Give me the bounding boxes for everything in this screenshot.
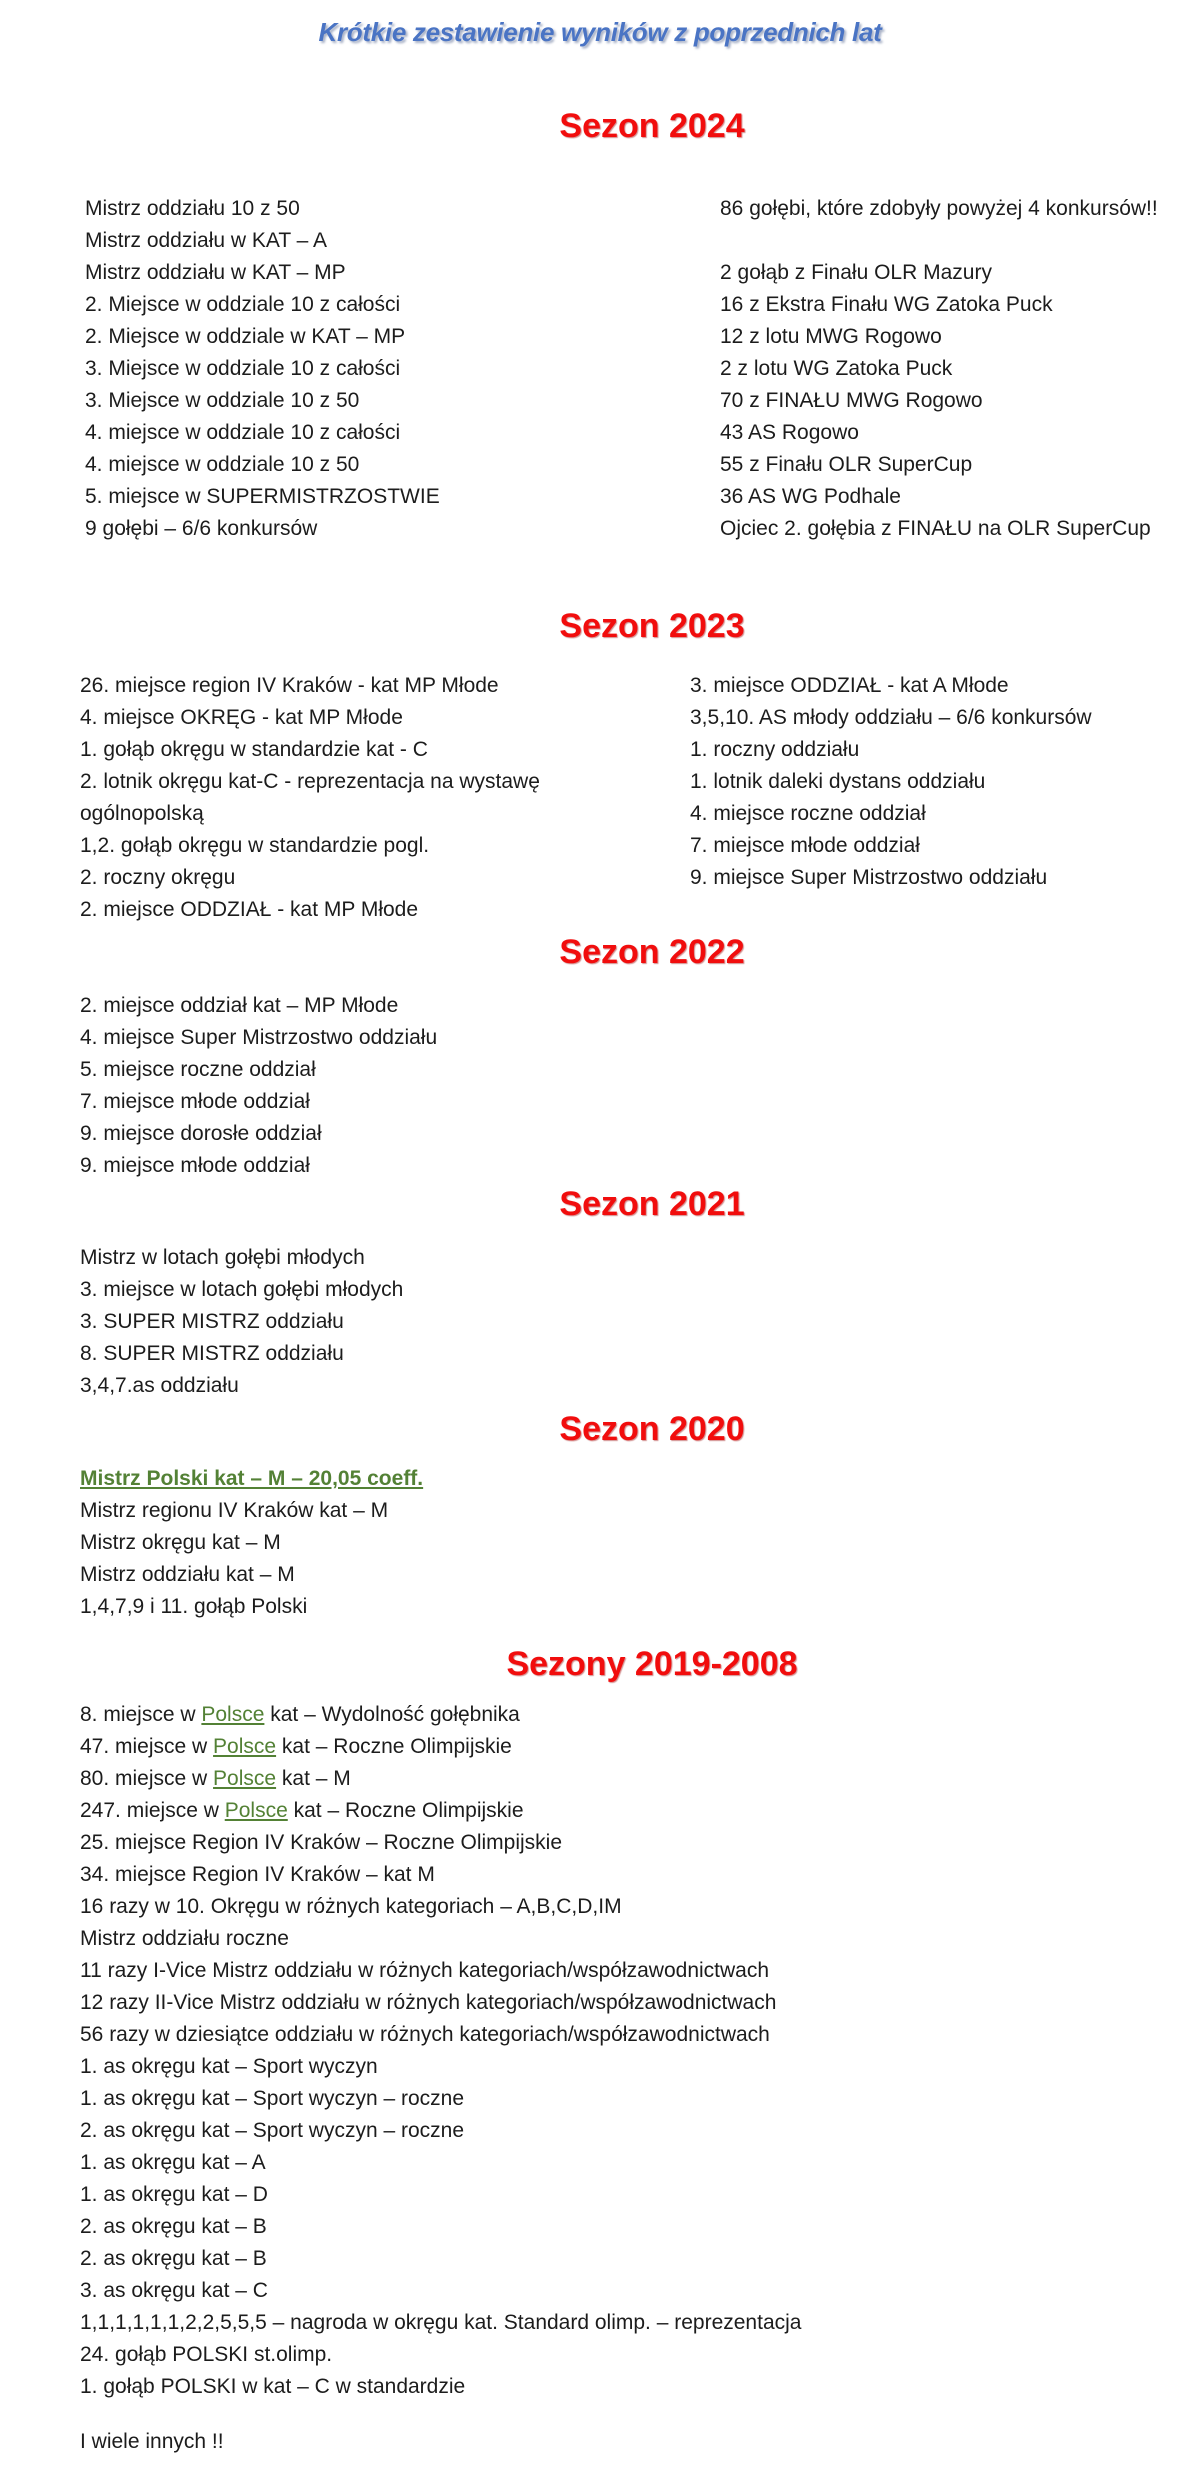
result-line: 2. Miejsce w oddziale 10 z całości [85, 293, 401, 316]
result-line: 2. lotnik okręgu kat-C - reprezentacja na wystawę [80, 770, 540, 793]
result-line [80, 1795, 801, 1827]
result-line: Mistrz regionu IV Kraków kat – M [80, 1499, 389, 1522]
result-line: 4. miejsce Super Mistrzostwo oddziału [80, 1026, 438, 1049]
result-line: 1,1,1,1,1,1,2,2,5,5,5 – nagroda w okręgu kat. Standard olimp. – reprezentacja [80, 2311, 802, 2334]
result-line: ogólnopolską [80, 802, 204, 825]
result-line: 3,5,10. AS młody oddziału – 6/6 konkursów [690, 706, 1092, 729]
result-line: 9 gołębi – 6/6 konkursów [85, 517, 318, 540]
result-line: 16 z Ekstra Finału WG Zatoka Puck [720, 293, 1053, 316]
result-line: 3. SUPER MISTRZ oddziału [80, 1310, 344, 1333]
result-line: 16 razy w 10. Okręgu w różnych kategoriach – A,B,C,D,IM [80, 1895, 622, 1918]
heading-sezon-2020: Sezon 2020 [559, 1410, 745, 1448]
result-line: 3,4,7.as oddziału [80, 1374, 239, 1397]
footer-note: I wiele innych !! [80, 2430, 224, 2453]
list-2023-left [80, 670, 540, 926]
result-line: 4. miejsce roczne oddział [690, 802, 926, 825]
polsce-link[interactable]: Polsce [213, 1767, 277, 1790]
list-2021 [80, 1242, 403, 1402]
result-line: 9. miejsce Super Mistrzostwo oddziału [690, 866, 1048, 889]
result-line: 2. as okręgu kat – B [80, 2215, 267, 2238]
result-line [80, 1763, 801, 1795]
list-2024-left [85, 193, 440, 545]
result-line: Mistrz oddziału kat – M [80, 1563, 295, 1586]
result-line: 1,2. gołąb okręgu w standardzie pogl. [80, 834, 430, 857]
polsce-link[interactable]: Polsce [224, 1799, 288, 1822]
heading-sezon-2021: Sezon 2021 [559, 1185, 745, 1223]
result-line: 1. gołąb okręgu w standardzie kat - C [80, 738, 428, 761]
result-line: 1. as okręgu kat – D [80, 2183, 268, 2206]
list-2023-right [690, 670, 1092, 894]
result-line: 2. miejsce ODDZIAŁ - kat MP Młode [80, 898, 419, 921]
result-line: 1,4,7,9 i 11. gołąb Polski [80, 1595, 308, 1618]
line-text: kat – M [276, 1767, 351, 1790]
result-line: 2 z lotu WG Zatoka Puck [720, 357, 953, 380]
mistrz-polski-highlight: Mistrz Polski kat – M – 20,05 coeff. [80, 1467, 424, 1490]
result-line: Mistrz w lotach gołębi młodych [80, 1246, 365, 1269]
result-line: 2. as okręgu kat – B [80, 2247, 267, 2270]
list-2019-2008 [80, 1699, 801, 2403]
heading-sezon-2024: Sezon 2024 [559, 107, 745, 145]
result-line: 1. roczny oddziału [690, 738, 860, 761]
list-2020 [80, 1463, 423, 1623]
result-line: 25. miejsce Region IV Kraków – Roczne Olimpijskie [80, 1831, 563, 1854]
result-line: 8. SUPER MISTRZ oddziału [80, 1342, 344, 1365]
result-line: 1. as okręgu kat – A [80, 2151, 266, 2174]
result-line: 1. as okręgu kat – Sport wyczyn – roczne [80, 2087, 465, 2110]
heading-sezony-2019-2008: Sezony 2019-2008 [506, 1645, 798, 1683]
result-line: Mistrz oddziału w KAT – MP [85, 261, 346, 284]
result-line: 5. miejsce roczne oddział [80, 1058, 316, 1081]
result-line: 2. miejsce oddział kat – MP Młode [80, 994, 399, 1017]
result-line: Mistrz oddziału w KAT – A [85, 229, 327, 252]
result-line: 12 razy II-Vice Mistrz oddziału w różnych kategoriach/współzawodnictwach [80, 1991, 777, 2014]
result-line: Mistrz okręgu kat – M [80, 1531, 281, 1554]
result-line: 70 z FINAŁU MWG Rogowo [720, 389, 983, 412]
result-line: 11 razy I-Vice Mistrz oddziału w różnych kategoriach/współzawodnictwach [80, 1959, 770, 1982]
result-line: 9. miejsce młode oddział [80, 1154, 310, 1177]
result-line: 9. miejsce dorosłe oddział [80, 1122, 322, 1145]
page-title: Krótkie zestawienie wyników z poprzednich lat [318, 17, 882, 47]
result-line: Ojciec 2. gołębia z FINAŁU na OLR SuperCup [720, 517, 1151, 540]
list-2024-right [720, 193, 1158, 545]
result-line: 5. miejsce w SUPERMISTRZOSTWIE [85, 485, 440, 508]
result-line: 34. miejsce Region IV Kraków – kat M [80, 1863, 435, 1886]
result-line: 1. gołąb POLSKI w kat – C w standardzie [80, 2375, 466, 2398]
result-line: 43 AS Rogowo [720, 421, 859, 444]
result-line: 3. miejsce w lotach gołębi młodych [80, 1278, 404, 1301]
result-line: 1. lotnik daleki dystans oddziału [690, 770, 986, 793]
result-line: 12 z lotu MWG Rogowo [720, 325, 942, 348]
line-text: 80. miejsce w [80, 1767, 214, 1790]
result-line [80, 1731, 801, 1763]
result-line: 2. as okręgu kat – Sport wyczyn – roczne [80, 2119, 465, 2142]
result-line: 2. Miejsce w oddziale w KAT – MP [85, 325, 406, 348]
result-line: 36 AS WG Podhale [720, 485, 901, 508]
result-line: 2 gołąb z Finału OLR Mazury [720, 261, 992, 284]
polsce-link[interactable]: Polsce [201, 1703, 265, 1726]
result-line: Mistrz oddziału 10 z 50 [85, 197, 300, 220]
heading-sezon-2023: Sezon 2023 [559, 607, 745, 645]
result-line: 7. miejsce młode oddział [690, 834, 920, 857]
line-text: 247. miejsce w [80, 1799, 225, 1822]
result-line: 56 razy w dziesiątce oddziału w różnych kategoriach/współzawodnictwach [80, 2023, 770, 2046]
result-line: 3. as okręgu kat – C [80, 2279, 268, 2302]
result-line: 86 gołębi, które zdobyły powyżej 4 konkursów!! [720, 197, 1158, 220]
result-line: Mistrz oddziału roczne [80, 1927, 289, 1950]
result-line: 3. miejsce ODDZIAŁ - kat A Młode [690, 674, 1009, 697]
result-line: 1. as okręgu kat – Sport wyczyn [80, 2055, 378, 2078]
line-text: kat – Wydolność gołębnika [264, 1703, 520, 1726]
result-line: 4. miejsce w oddziale 10 z 50 [85, 453, 360, 476]
result-line: 2. roczny okręgu [80, 866, 236, 889]
result-line: 7. miejsce młode oddział [80, 1090, 310, 1113]
result-line: 3. Miejsce w oddziale 10 z całości [85, 357, 401, 380]
line-text: 8. miejsce w [80, 1703, 202, 1726]
line-text: kat – Roczne Olimpijskie [276, 1735, 512, 1758]
line-text: 47. miejsce w [80, 1735, 214, 1758]
result-line: 24. gołąb POLSKI st.olimp. [80, 2343, 333, 2366]
result-line: 55 z Finału OLR SuperCup [720, 453, 973, 476]
line-text: kat – Roczne Olimpijskie [287, 1799, 524, 1822]
result-line: 4. miejsce w oddziale 10 z całości [85, 421, 401, 444]
result-line: 3. Miejsce w oddziale 10 z 50 [85, 389, 360, 412]
heading-sezon-2022: Sezon 2022 [559, 933, 745, 971]
result-line: 4. miejsce OKRĘG - kat MP Młode [80, 706, 403, 729]
result-line [720, 225, 1158, 257]
list-2022 [80, 990, 437, 1182]
result-line [80, 1699, 801, 1731]
polsce-link[interactable]: Polsce [213, 1735, 277, 1758]
result-line: 26. miejsce region IV Kraków - kat MP Młode [80, 674, 499, 697]
